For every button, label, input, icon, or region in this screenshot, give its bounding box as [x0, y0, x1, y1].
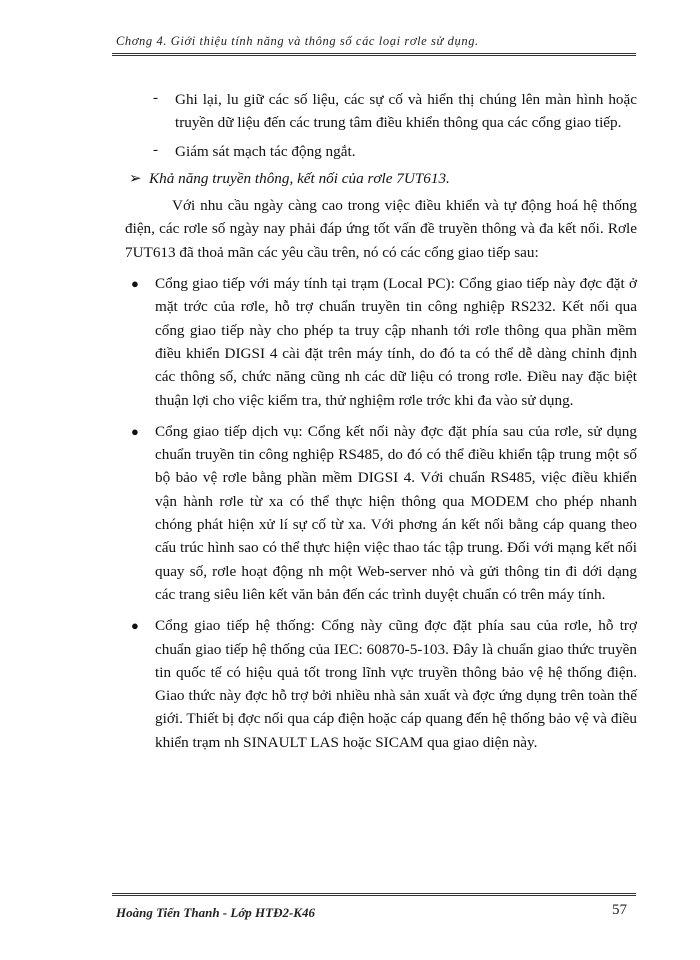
dash-item-text: Ghi lại, lu giữ các số liệu, các sự cố và hiển thị chúng lên màn hình hoặc truyền dữ liệu đến các trung tâm điều khiển thông qua các cổng giao tiếp.: [175, 91, 637, 132]
dash-item: [125, 140, 637, 163]
bullet-item-service-port: [125, 420, 637, 606]
bullet-item-system-port: [125, 614, 637, 754]
arrow-marker-icon: ➢: [129, 169, 142, 187]
bullet-dot-icon: ●: [131, 276, 139, 292]
footer-rule: [112, 893, 636, 896]
bullet-text: Cổng giao tiếp dịch vụ: Cổng kết nối này đợc đặt phía sau của rơle, sử dụng chuẩn truyền tin công nghiệp RS485, do đó có thể điều khiển tập trung một số bộ bảo vệ rơle bằng phần mềm DIGSI 4. Với chuẩn RS485, việc điều khiển vận hành rơle từ xa có thể thực hiện thông qua MODEM cho phép nhanh chóng phát hiện xử lí sự cố từ xa. Với phơng án kết nối bằng cáp quang theo cấu trúc hình sao có thể thực hiện việc thao tác tập trung. Đối với mạng kết nối quay số, rơle hoạt động nh một Web-server nhỏ và gửi thông tin đi dới dạng các trang siêu liên kết văn bản đến các trình duyệt chuẩn có trên máy tính.: [155, 422, 637, 603]
bullet-dot-icon: ●: [131, 618, 139, 634]
dash-marker: -: [153, 89, 159, 106]
dash-item: [125, 88, 637, 135]
section-heading: [125, 167, 637, 190]
footer-author: Hoàng Tiến Thanh - Lớp HTĐ2-K46: [116, 905, 315, 920]
bullet-text: Cổng giao tiếp với máy tính tại trạm (Local PC): Cổng giao tiếp này đợc đặt ở mặt trớc của rơle, hỗ trợ chuẩn truyền tin công nghiệp RS232. Kết nối qua cổng giao tiếp này cho phép ta truy cập nhanh tới rơle thông qua phần mềm điều khiển DIGSI 4 cài đặt trên máy tính, do đó ta có thể dễ dàng chỉnh định các thông số, chức năng cũng nh các dữ liệu có trong rơle. Điều nay đặc biệt thuận lợi cho việc kiểm tra, thử nghiệm rơle trớc khi đa vào sử dụng.: [155, 275, 637, 409]
bullet-text: Cổng giao tiếp hệ thống: Cổng này cũng đợc đặt phía sau của rơle, hỗ trợ chuẩn giao tiếp hệ thống của IEC: 60870-5-103. Đây là chuẩn giao thức truyền tin quốc tế có hiệu quả tốt trong lĩnh vực truyền thông bảo vệ hệ thống điện. Giao thức này đợc hỗ trợ bởi nhiều nhà sản xuất và đợc ứng dụng trên toàn thế giới. Thiết bị đợc nối qua cáp điện hoặc cáp quang đến hệ thống bảo vệ và điều khiển trạm nh SINAULT LAS hoặc SICAM qua giao diện này.: [155, 617, 637, 751]
chapter-header: Chơng 4. Giới thiệu tính năng và thông số các loại rơle sử dụng.: [116, 34, 479, 48]
section-heading-text: Khả năng truyền thông, kết nối của rơle 7UT613.: [149, 169, 450, 187]
dash-item-text: Giám sát mạch tác động ngắt.: [175, 142, 356, 160]
bullet-item-local-pc: [125, 272, 637, 412]
dash-marker: -: [153, 140, 159, 158]
header-rule: [112, 53, 636, 56]
page-body: [125, 88, 637, 754]
bullet-dot-icon: ●: [131, 423, 139, 439]
intro-paragraph: Với nhu cầu ngày càng cao trong việc điều khiển và tự động hoá hệ thống điện, các rơle số ngày nay phải đáp ứng tốt vấn đề truyền thông và đa kết nối. Rơle 7UT613 đã thoả mãn các yêu cầu trên, nó có các cổng giao tiếp sau:: [125, 197, 637, 261]
page-number: 57: [612, 902, 627, 918]
